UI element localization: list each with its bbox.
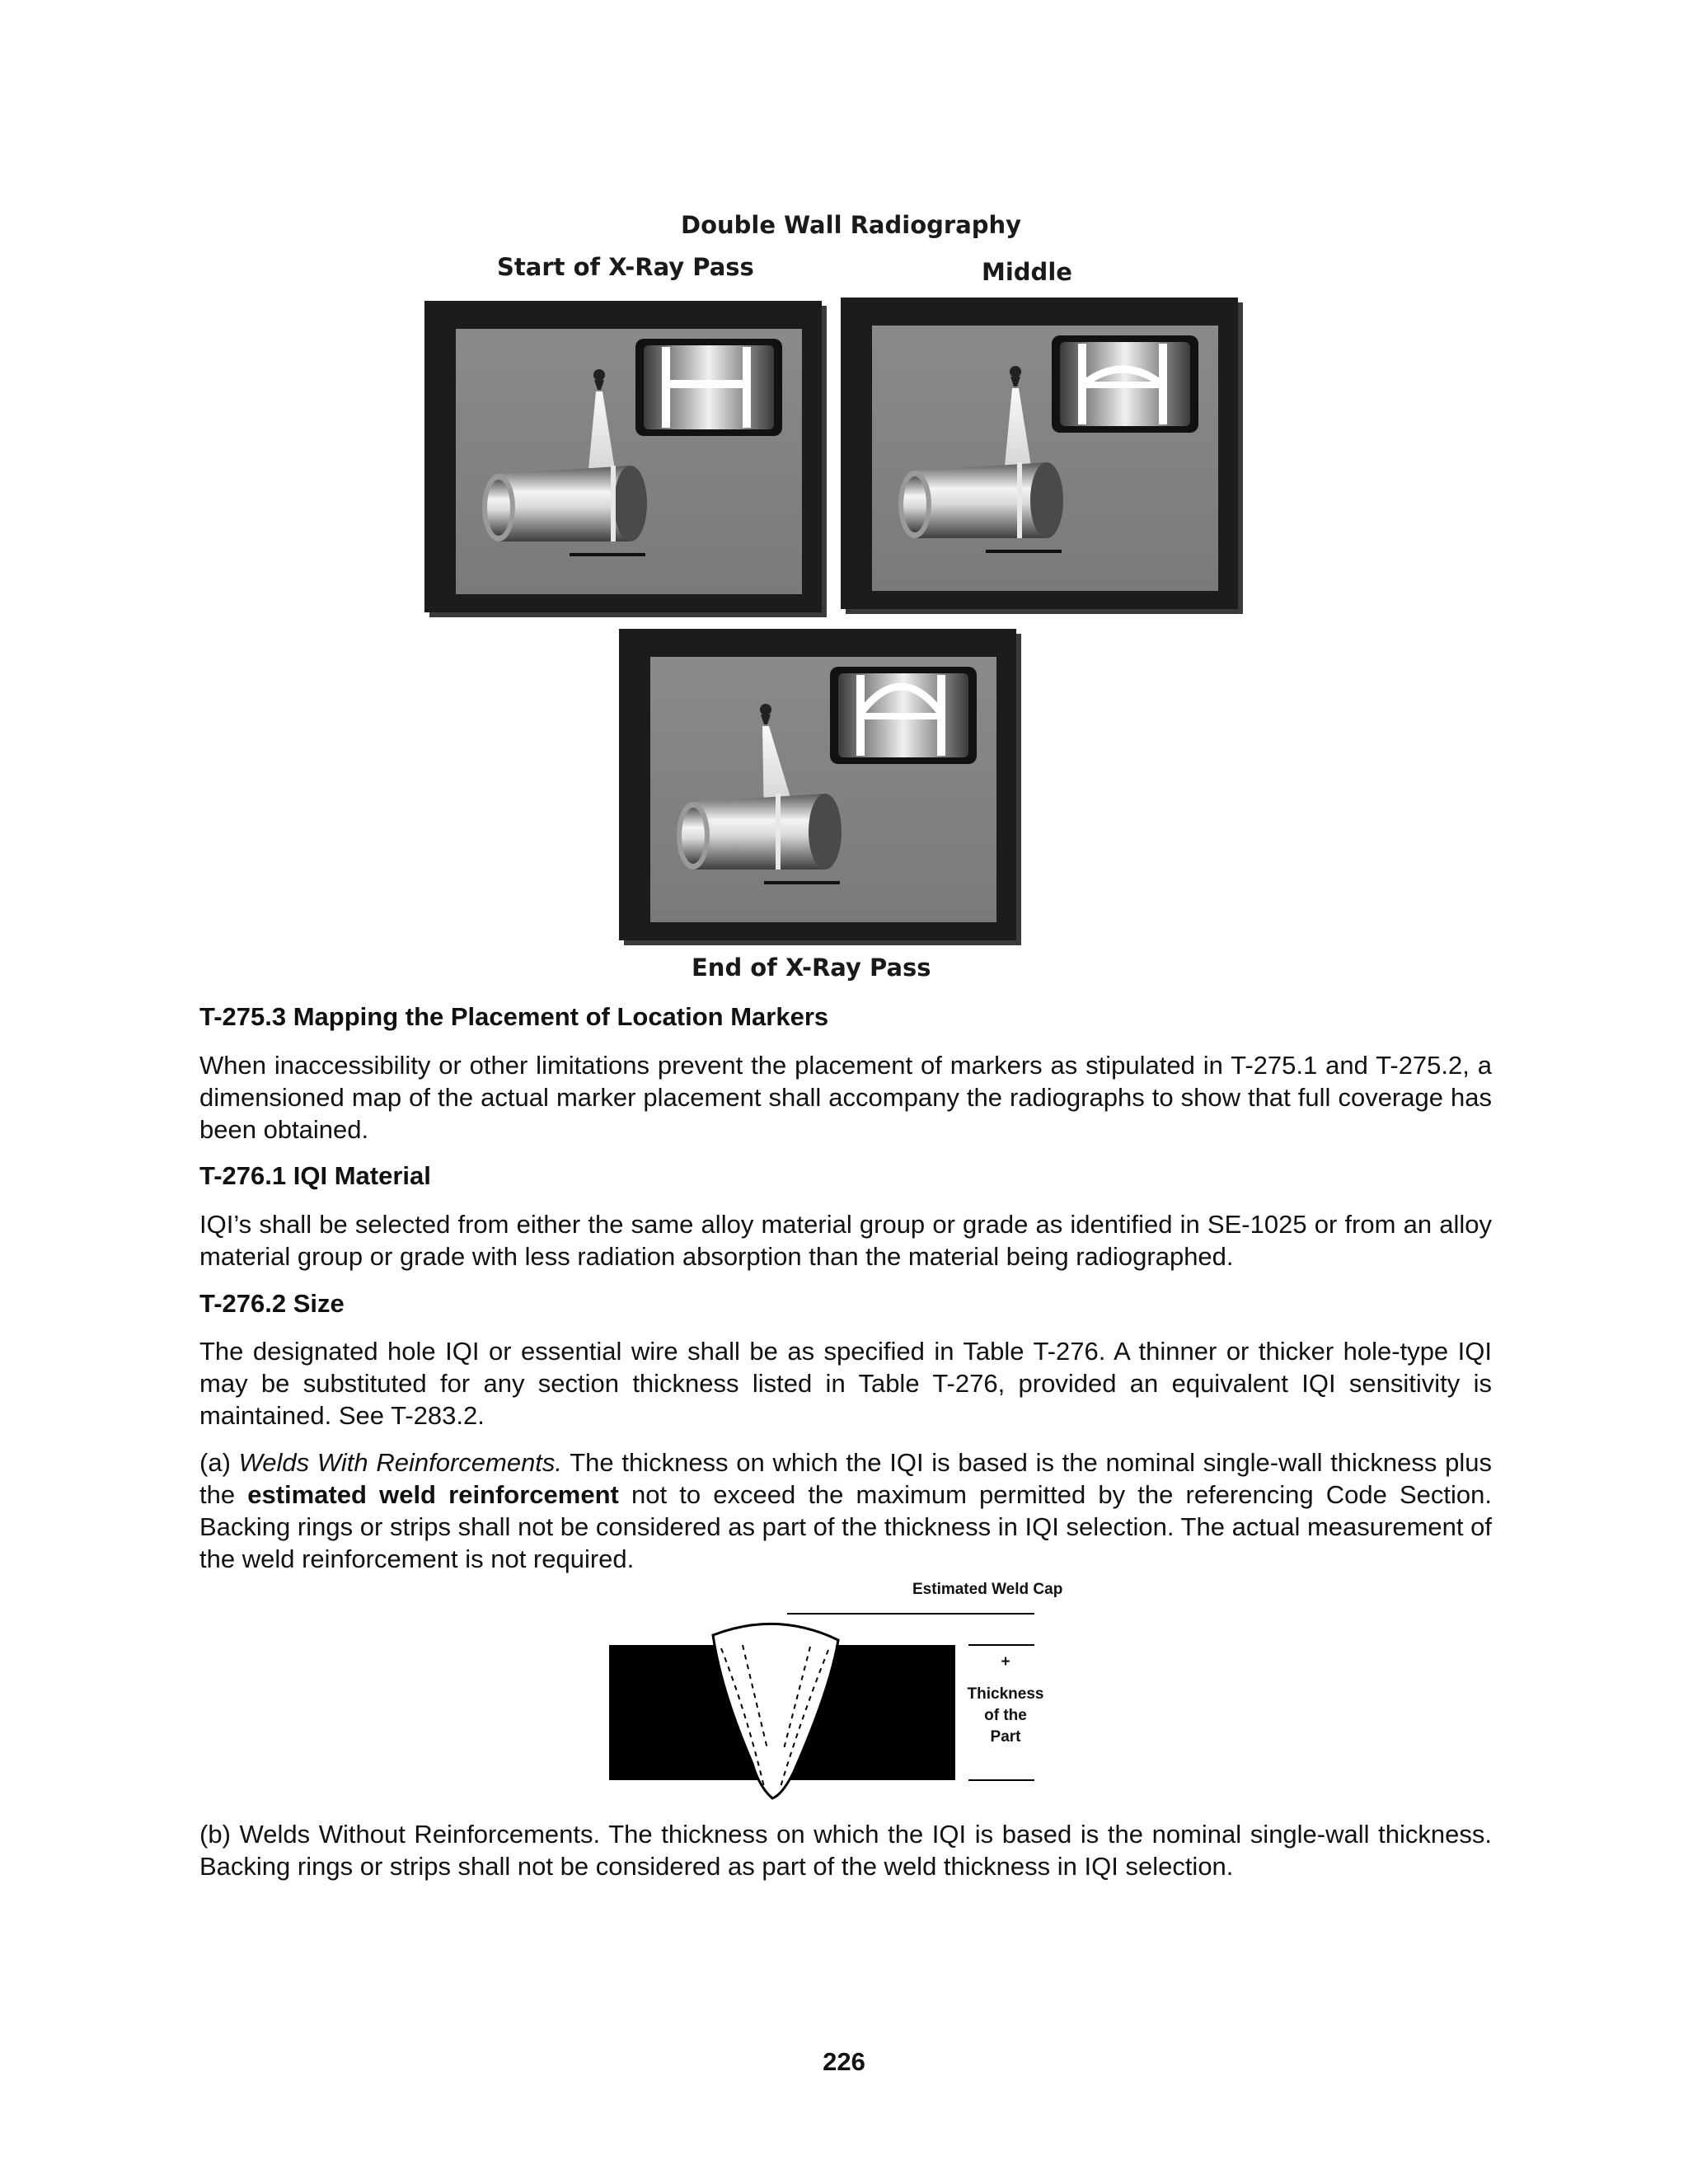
para-a-bold-term: estimated weld reinforcement bbox=[247, 1480, 619, 1509]
heading-t-276-2: T-276.2 Size bbox=[199, 1289, 345, 1318]
heading-t-275-3: T-275.3 Mapping the Placement of Location Markers bbox=[199, 1002, 829, 1031]
label-estimated-weld-cap: Estimated Weld Cap bbox=[912, 1581, 1063, 1598]
figure-title: Double Wall Radiography bbox=[681, 211, 1022, 239]
radiography-scene-end bbox=[619, 629, 1016, 940]
label-start-of-pass: Start of X-Ray Pass bbox=[497, 253, 754, 281]
radiography-scene-middle bbox=[841, 298, 1238, 609]
radiography-scene-start bbox=[424, 301, 822, 612]
label-plus: + bbox=[1001, 1653, 1010, 1671]
page-number: 226 bbox=[823, 2047, 865, 2076]
paragraph-t-275-3: When inaccessibility or other limitations prevent the placement of markers as stipulated in T-275.1 and T-275.2, a dimensioned map of the actual marker placement shall accompany the radiographs to show that full coverage has been obtained. bbox=[199, 1051, 1492, 1144]
paragraph-welds-with-reinforcements bbox=[199, 1446, 1492, 1575]
paragraph-t-276-1: IQI’s shall be selected from either the same alloy material group or grade as identified in SE-1025 or from an alloy material group or grade with less radiation absorption than the material being radiographed. bbox=[199, 1210, 1492, 1271]
paragraph-t-276-2: The designated hole IQI or essential wire shall be as specified in Table T-276. A thinner or thicker hole-type IQI may be substituted for any section thickness listed in Table T-276, provided an equivalent IQI sensitivity is maintained. See T-283.2. bbox=[199, 1337, 1492, 1430]
weld-diagram bbox=[606, 1579, 1067, 1806]
para-a-italic-title: Welds With Reinforcements. bbox=[238, 1448, 563, 1477]
radiography-panel-end bbox=[619, 629, 1016, 940]
para-a-text-1: The thickness on which the IQI is based is the nominal single-wall thickness plus the bbox=[199, 1448, 1492, 1509]
label-middle: Middle bbox=[982, 258, 1072, 286]
label-of-the: of the bbox=[984, 1707, 1027, 1724]
paragraph-welds-without-reinforcements: (b) Welds Without Reinforcements. The thickness on which the IQI is based is the nominal single-wall thickness. Backing rings or strips shall not be considered as part of the weld thickness in IQI selection. bbox=[199, 1820, 1492, 1881]
para-a-text-2: not to exceed the maximum permitted by the referencing Code Section. Backing rings or strips shall not be considered as part of the thickness in IQI selection. The actual measurement of the weld reinforcement is not required. bbox=[199, 1480, 1492, 1573]
label-thickness: Thickness bbox=[967, 1685, 1044, 1703]
label-end-of-pass: End of X-Ray Pass bbox=[692, 954, 931, 982]
radiography-panel-middle bbox=[841, 298, 1238, 609]
label-part: Part bbox=[990, 1728, 1021, 1746]
radiography-panel-start bbox=[424, 301, 822, 612]
heading-t-276-1: T-276.1 IQI Material bbox=[199, 1161, 431, 1190]
para-a-prefix: (a) bbox=[199, 1448, 239, 1477]
